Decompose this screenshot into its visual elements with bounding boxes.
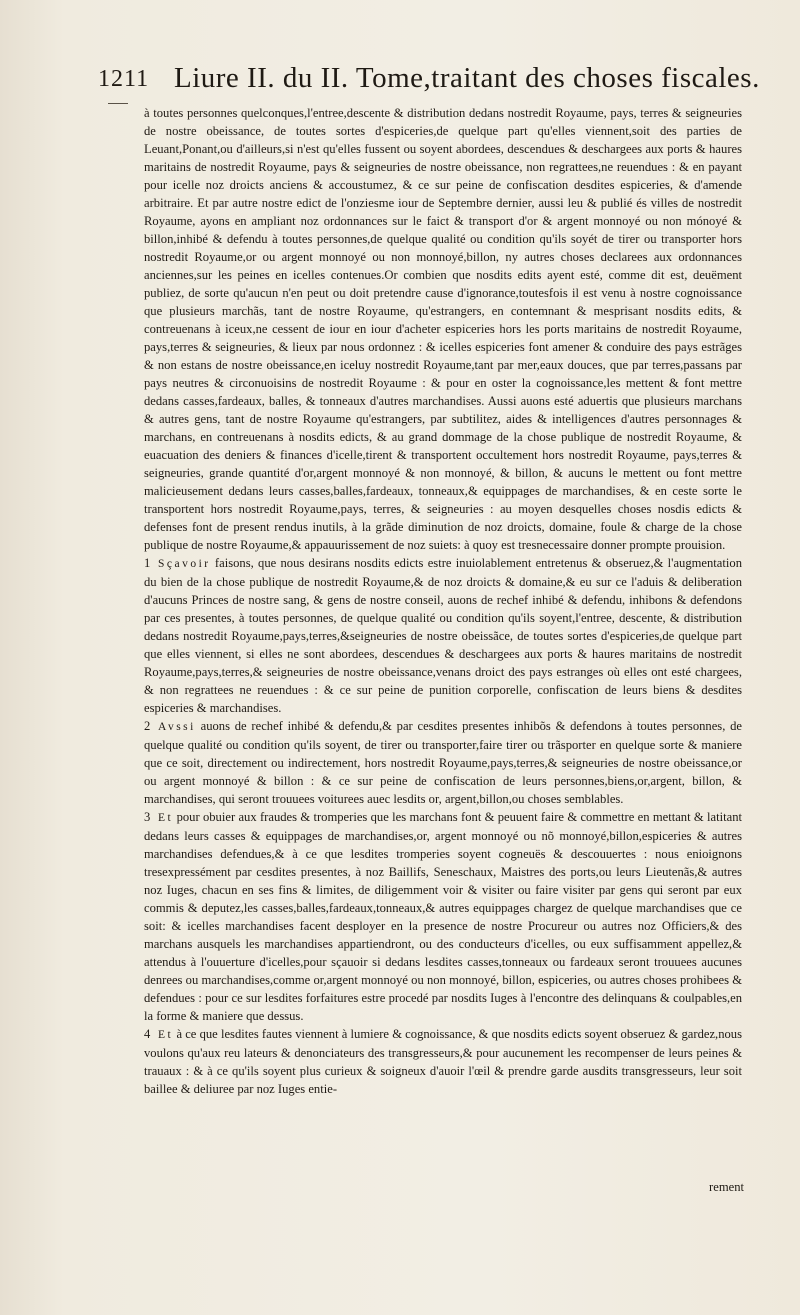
article-4 [144,1025,742,1098]
paragraph-text: auons de rechef inhibé & defendu,& par cesdites presentes inhibõs & defendons à toutes personnes, de quelque qualité ou condition qu'ils soyent, de tirer ou transporter,faire tirer ou trãsporter en quelque sorte & maniere que ce soit, directement ou indirectement, hors nostredit Royaume,pays,terres,& seigneuries de nostre obeissance,or ou argent monnoyé & billon : & ce sur peine de confiscation de leurs personnes,biens,or,argent, billon, & marchandises, qui seront trouuees voiturees auec lesdits or, argent,billon,ou choses semblables. [144,719,742,806]
paragraph-text: pour obuier aux fraudes & tromperies que les marchans font & peuuent faire & commettre en mettant & latitant dedans leurs casses & equippages de marchandises,or, argent monnoyé ou nõ monnoyé,billon,espiceries & autres marchandises defendues,& à ce que lesdites tromperies soyent cogneuës & descouuertes : nous enioignons tresexpressément par cesdites presentes, à noz Baillifs, Seneschaux, Maistres des ports,ou leurs Lieutenãs,& autres noz Iuges, chacun en ses fins & limites, de diligemment voir & visiter ou faire visiter par gens qui seront par eux commis & deputez,les casses,balles,fardeaux,tonneaux,& autres equippages chargez de quelque marchandises que ce soit: & icelles marchandises facent desployer en la presence de nostre Procureur ou autres noz Officiers,& des marchans ausquels les marchandises appartiendront, ou des conducteurs d'icelles, ou eux suffisamment appellez,& attendus à l'ouuerture d'icelles,pour sçauoir si dedans lesdites casses,tonneaux ou fardeaux seront trouuees aucunes denrees ou marchandises,comme or,argent monnoyé ou non monnoyé, billon, espiceries, ou autres choses prohibees & defendues : pour ce sur lesdites forfaitures estre procedé par nosdits Iuges à l'encontre des delinquans & coulpables,en la forme & maniere que dessus. [144,810,742,1023]
article-lead: Avssi [158,721,196,733]
article-number: 2 [144,719,151,733]
article-lead: Et [158,812,174,824]
article-lead: Sçavoir [158,558,211,570]
article-number: 3 [144,810,151,824]
paragraph-intro [144,104,742,554]
page-header [92,62,760,102]
article-lead: Et [158,1029,174,1041]
article-number: 1 [144,556,151,570]
folio-number: 1211 [98,66,150,92]
header-rule [108,103,128,104]
paragraph-text: à ce que lesdites fautes viennent à lumiere & cognoissance, & que nosdits edicts soyent obseruez & gardez,nous voulons qu'aux reu lateurs & denonciateurs des transgresseurs,& pour aucunement les recompenser de leurs peines & trauaux : & à ce qu'ils soyent plus curieux & soigneux d'auoir l'œil & prendre garde ausdits transgresseurs, leur soit baillee & deliuree par noz Iuges entie- [144,1027,742,1096]
running-head: Liure II. du II. Tome,traitant des choses fiscales. [174,62,760,94]
paragraph-text: faisons, que nous desirans nosdits edicts estre inuiolablement entretenus & obseruez,& l'augmentation du bien de la chose publique de nostredit Royaume,& de noz droicts & domaine,& eu sur ce l'aduis & deliberation d'aucuns Princes de nostre sang, & gens de nostre conseil, auons de rechef inhibé & defendu, inhibons & defendons par ces presentes, à toutes personnes, de quelque qualité ou condition qu'ils soyent,l'entree, descente, & distribution dedans nostredit Royaume,pays,terres,&seigneuries de nostre obeissãce, de toutes sortes d'espiceries,de quelque part que elles viennent, si elles ne sont abordees, descendues & deschargees aux ports & haures maritains de nostredit Royaume,pays,terres,& seigneuries de nostre obeissance,venans droict des pays estranges où elles ont esté chargees, & non regrattees ne reuendues : & ce sur peine de punition corporelle, confiscation de leurs biens & desdites espiceries & marchandises. [144,556,742,715]
paragraph-text: à toutes personnes quelconques,l'entree,descente & distribution dedans nostredit Royaume, pays, terres & seigneuries de nostre obeissance, de toutes sortes d'espiceries,de quelque part qu'elles viennent,soit des parties de Leuant,Ponant,ou d'ailleurs,si n'est qu'elles fussent ou soyent abordees, descendues & deschargees aux ports & haures maritains de nostredit Royaume, pays & seigneuries de nostre obeissance, non regrattees,ne reuendues : & en payant pour icelle noz droicts anciens & accoustumez, & ce sur peine de confiscation desdites espiceries, & d'amende arbitraire. Et par autre nostre edict de l'onziesme iour de Septembre dernier, aussi leu & publié és villes de nostredit Royaume, ayons en ampliant noz ordonnances sur le faict & transport d'or & argent monnoyé ou non mónoyé & billon,inhibé & defendu à toutes personnes,de quelque qualité ou condition qu'ils soyét de tirer ou transporter hors nostredit Royaume,or ou argent monnoyé ou non monnoyé,billon, ny autres choses declarees aux ordonnances anciennes,sur les peines en icelles contenues.Or combien que nosdits edits ayent esté, comme dit est, deuëment publiez, de sorte qu'aucun n'en peut ou doit pretendre cause d'ignorance,toutesfois il est venu à nostre cognoissance que plusieurs marchãs, tant de nostre Royaume, qu'estrangers, en contemnant & mesprisant nosdits edits, & contreuenans à iceux,ne cessent de iour en iour d'acheter espiceries hors les ports maritains de nostredit Royaume, pays,terres & seigneuries, & lieux par nous ordonnez : & icelles espiceries font amener & conduire des pays estrãges & non estans de nostre obeissance,en iceluy nostredit Royaume,tant par mer,eaux douces, que par terres,passans par pays neutres & circonuoisins de nostredit Royaume : & pour en oster la cognoissance,les mettent & font mettre dedans casses,fardeaux, balles, & tonneaux d'autres marchandises. Aussi auons esté aduertis que plusieurs marchans & autres gens, tant de nostre Royaume qu'estrangers, par subtilitez, aides & intelligences d'autres personnages & marchans, en contreuenans à nosdits edicts, & au grand dommage de la chose publique de nostredit Royaume, & euacuation des deniers & finances d'icelle,tirent & transportent occultement hors nostredit Royaume, pays,terres & seigneuries, grande quantité d'or,argent monnoyé & non monnoyé, & billon, & aucuns le mettent ou font mettre malicieusement dedans leurs casses,balles,fardeaux, tonneaux,& equippages de marchandises, & en ceste sorte le transportent hors nostredit Royaume,pays, terres, & seigneuries : au moyen desquelles choses nosdis edicts & defenses font de present rendus inutils, à la grãde diminution de noz droicts, domaine, foule & charge de la chose publique de nostre Royaume,& appauurissement de noz suiets: à quoy est tresnecessaire donner prompte prouision. [144,106,742,552]
catchword: rement [709,1180,744,1194]
article-3 [144,808,742,1025]
text-body [144,104,742,1098]
article-number: 4 [144,1027,151,1041]
article-1 [144,554,742,717]
article-2 [144,717,742,808]
